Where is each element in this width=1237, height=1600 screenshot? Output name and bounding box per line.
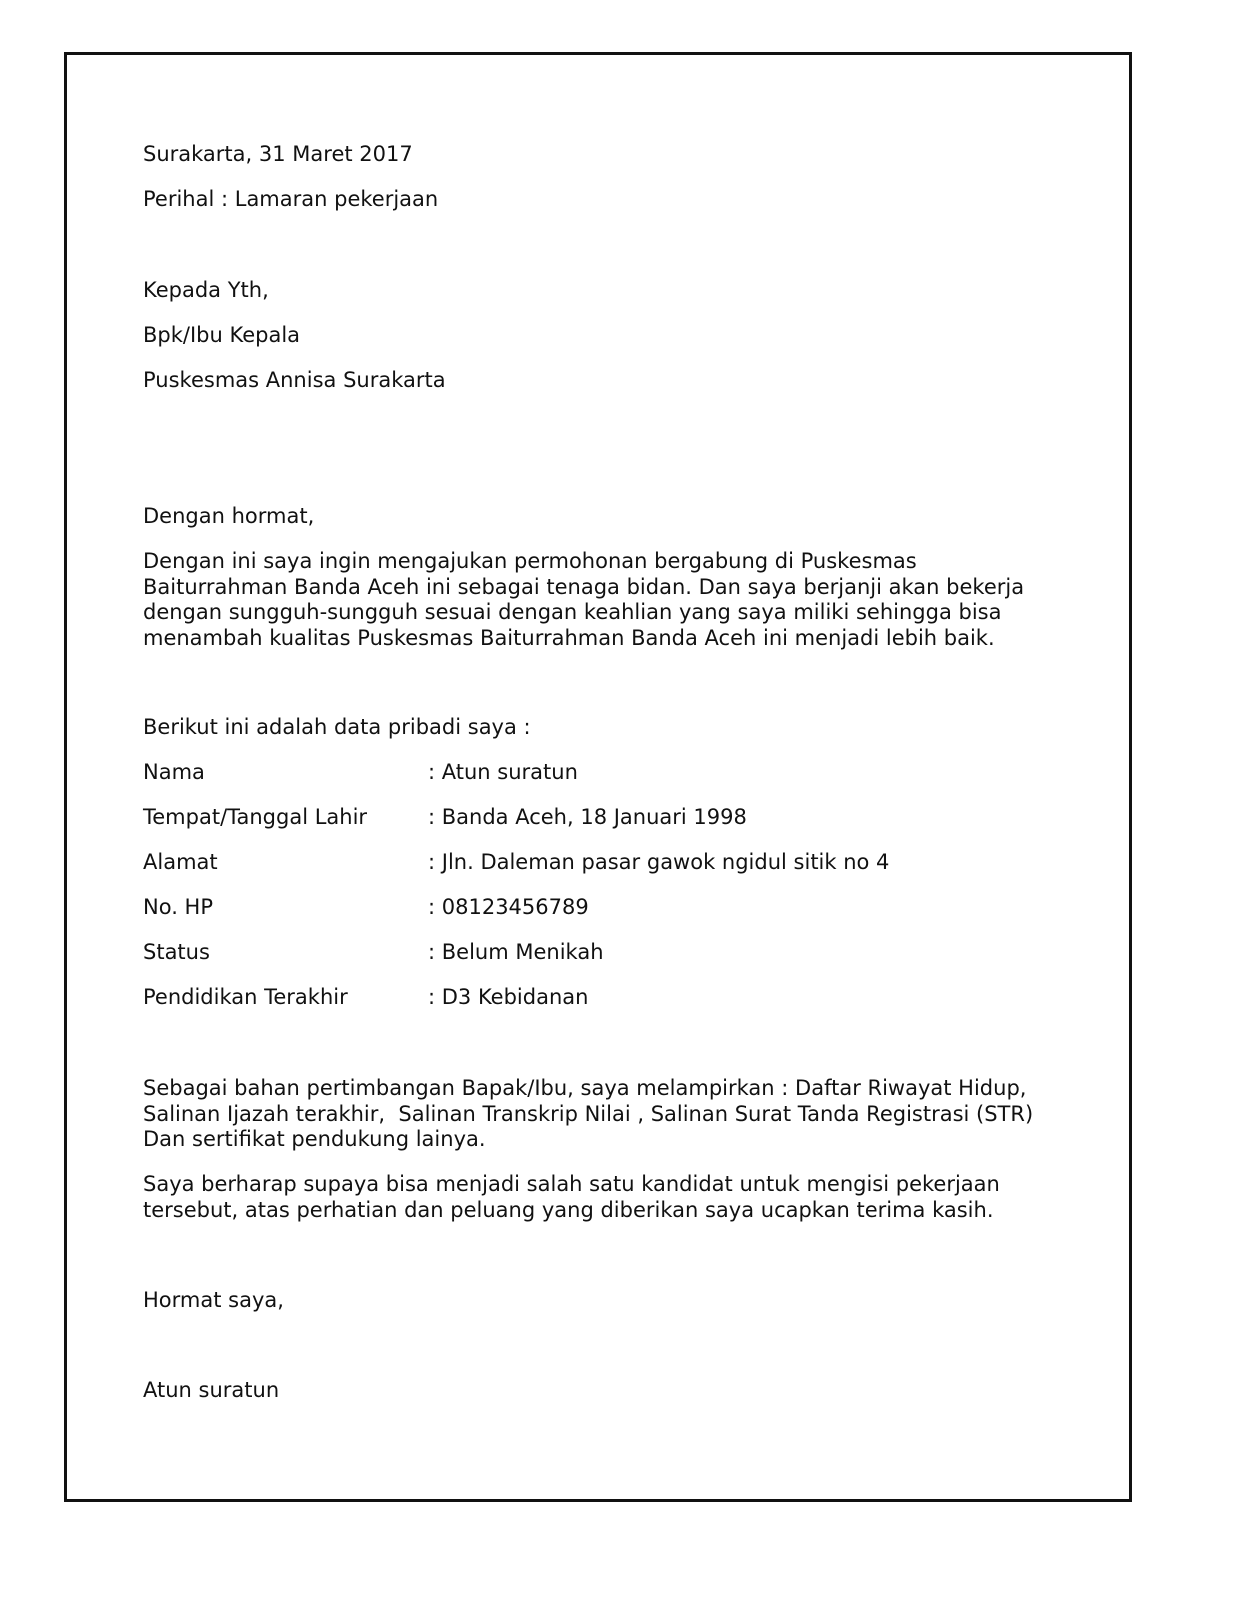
closing-paragraph <box>143 1172 1083 1223</box>
attachments-line: Salinan Ijazah terakhir, Salinan Transkrip Nilai , Salinan Surat Tanda Registrasi (STR) <box>143 1101 1034 1126</box>
intro-line: dengan sungguh-sungguh sesuai dengan keahlian yang saya miliki sehingga bisa <box>143 600 1002 624</box>
data-value: : Jln. Daleman pasar gawok ngidul sitik no 4 <box>428 850 890 874</box>
attachments-line: Sebagai bahan pertimbangan Bapak/Ibu, saya melampirkan : Daftar Riwayat Hidup, <box>143 1076 1027 1100</box>
salutation: Dengan hormat, <box>143 504 315 528</box>
data-label: Tempat/Tanggal Lahir <box>143 805 368 829</box>
data-label: Alamat <box>143 850 218 874</box>
data-value: : Atun suratun <box>428 760 578 784</box>
recipient-line-2: Bpk/Ibu Kepala <box>143 323 301 347</box>
signature-name: Atun suratun <box>143 1378 280 1402</box>
data-value: : Banda Aceh, 18 Januari 1998 <box>428 805 747 829</box>
data-label: Status <box>143 940 210 964</box>
intro-line: Dengan ini saya ingin mengajukan permohonan bergabung di Puskesmas <box>143 549 917 573</box>
data-label: Pendidikan Terakhir <box>143 985 348 1009</box>
sign-off: Hormat saya, <box>143 1288 284 1312</box>
letter-subject: Perihal : Lamaran pekerjaan <box>143 187 439 211</box>
attachments-paragraph <box>143 1076 1083 1153</box>
attachments-line: Dan sertifikat pendukung lainya. <box>143 1127 486 1151</box>
intro-line: Baiturrahman Banda Aceh ini sebagai tenaga bidan. Dan saya berjanji akan bekerja <box>143 574 1025 599</box>
data-label: No. HP <box>143 895 213 919</box>
closing-line: tersebut, atas perhatian dan peluang yang diberikan saya ucapkan terima kasih. <box>143 1197 994 1222</box>
recipient-line-1: Kepada Yth, <box>143 278 269 302</box>
data-label: Nama <box>143 760 205 784</box>
page-border <box>64 52 1132 1502</box>
data-value: : Belum Menikah <box>428 940 604 964</box>
closing-line: Saya berharap supaya bisa menjadi salah satu kandidat untuk mengisi pekerjaan <box>143 1172 1000 1196</box>
data-value: : D3 Kebidanan <box>428 985 589 1009</box>
personal-data-heading: Berikut ini adalah data pribadi saya : <box>143 715 531 739</box>
intro-line: menambah kualitas Puskesmas Baiturrahman Banda Aceh ini menjadi lebih baik. <box>143 625 995 650</box>
recipient-line-3: Puskesmas Annisa Surakarta <box>143 368 446 392</box>
letter-date: Surakarta, 31 Maret 2017 <box>143 142 413 166</box>
data-value: : 08123456789 <box>428 895 589 919</box>
intro-paragraph <box>143 549 1083 651</box>
